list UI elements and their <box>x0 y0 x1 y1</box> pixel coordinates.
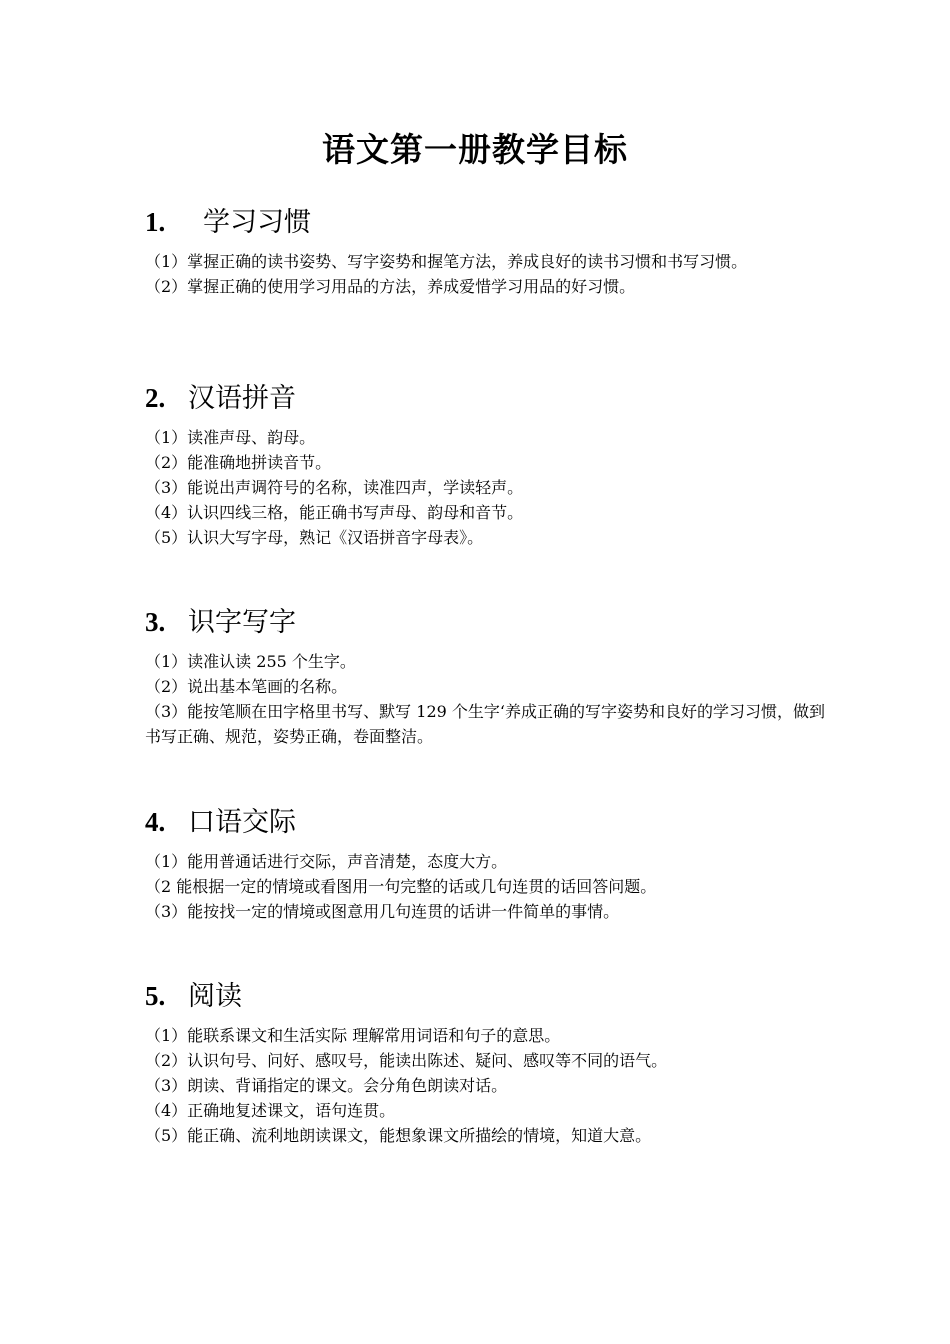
section-title: 汉语拼音 <box>188 383 296 414</box>
list-item: （1）读准认读 255 个生字。 <box>145 652 356 671</box>
section-title: 学习习惯 <box>203 207 311 238</box>
list-item: （2）认识句号、问好、感叹号，能读出陈述、疑问、感叹等不同的语气。 <box>145 1051 668 1070</box>
list-item: （4）正确地复述课文，语句连贯。 <box>145 1101 396 1120</box>
section-title: 识字写字 <box>188 607 296 638</box>
section-number: 2. <box>145 383 166 413</box>
section-oral-communication <box>145 804 825 924</box>
section-heading <box>145 380 825 417</box>
list-item: （5）认识大写字母，熟记《汉语拼音字母表》。 <box>145 528 484 547</box>
list-item: （1）能联系课文和生活实际 理解常用词语和句子的意思。 <box>145 1026 561 1045</box>
list-item: （1）掌握正确的读书姿势、写字姿势和握笔方法，养成良好的读书习惯和书写习惯。 <box>145 252 748 271</box>
section-number: 1. <box>145 207 166 237</box>
list-item: （2）掌握正确的使用学习用品的方法，养成爱惜学习用品的好习惯。 <box>145 277 636 296</box>
list-item: （2）说出基本笔画的名称。 <box>145 677 348 696</box>
document-title: 语文第一册教学目标 <box>322 130 628 169</box>
section-study-habits <box>145 204 825 299</box>
section-pinyin <box>145 380 825 550</box>
list-item: （3）能按笔顺在田字格里书写、默写 129 个生字‘养成正确的写字姿势和良好的学习习惯，做到书写正确、规范，姿势正确，卷面整洁。 <box>145 702 825 746</box>
section-heading <box>145 978 825 1015</box>
list-item: （2）能准确地拼读音节。 <box>145 453 332 472</box>
section-number: 4. <box>145 807 166 837</box>
section-heading <box>145 204 825 241</box>
list-item: （1）读准声母、韵母。 <box>145 428 316 447</box>
section-title: 阅读 <box>188 981 242 1012</box>
section-literacy-writing <box>145 604 825 749</box>
list-item: （5）能正确、流利地朗读课文，能想象课文所描绘的情境，知道大意。 <box>145 1126 652 1145</box>
section-number: 3. <box>145 607 166 637</box>
list-item: （2 能根据一定的情境或看图用一句完整的话或几句连贯的话回答问题。 <box>145 877 657 896</box>
section-reading <box>145 978 825 1148</box>
section-heading <box>145 804 825 841</box>
list-item: （1）能用普通话进行交际，声音清楚，态度大方。 <box>145 852 508 871</box>
list-item: （3）朗读、背诵指定的课文。会分角色朗读对话。 <box>145 1076 508 1095</box>
list-item: （3）能说出声调符号的名称，读准四声，学读轻声。 <box>145 478 524 497</box>
section-heading <box>145 604 825 641</box>
list-item: （3）能按找一定的情境或图意用几句连贯的话讲一件简单的事情。 <box>145 902 620 921</box>
section-title: 口语交际 <box>188 807 296 838</box>
list-item: （4）认识四线三格，能正确书写声母、韵母和音节。 <box>145 503 524 522</box>
section-number: 5. <box>145 981 166 1011</box>
